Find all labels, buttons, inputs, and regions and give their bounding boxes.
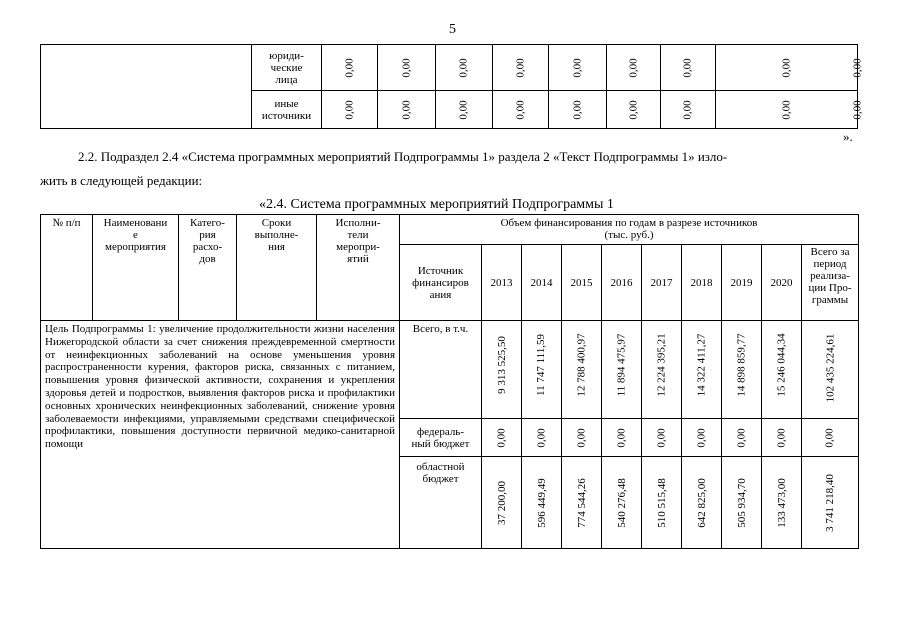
value-cell: 12 788 400,97 — [562, 321, 602, 419]
total-cell: 3 741 218,40 — [802, 457, 859, 549]
closing-quote: ». — [843, 129, 853, 144]
value-cell: 0,00 — [493, 45, 549, 91]
year-header: 2020 — [762, 245, 802, 321]
year-header: 2013 — [482, 245, 522, 321]
source-cell: Всего, в т.ч. — [400, 321, 482, 419]
col-source-header: Источник финансиров ания — [400, 245, 482, 321]
value-cell: 133 473,00 — [762, 457, 802, 549]
value-cell: 0,00 — [661, 45, 716, 91]
value-cell: 14 322 411,27 — [682, 321, 722, 419]
year-header: 2015 — [562, 245, 602, 321]
value-cell: 11 894 475,97 — [602, 321, 642, 419]
amendment-line-2: жить в следующей редакции: — [40, 173, 203, 188]
value-cell: 15 246 044,34 — [762, 321, 802, 419]
row-label: иные источники — [252, 91, 322, 129]
source-cell: областной бюджет — [400, 457, 482, 549]
row-label: юриди- ческие лица — [252, 45, 322, 91]
value-cell: 510 515,48 — [642, 457, 682, 549]
col-terms-header: Сроки выполне- ния — [237, 215, 317, 321]
source-cell: федераль- ный бюджет — [400, 419, 482, 457]
value-cell: 11 747 111,59 — [522, 321, 562, 419]
value-cell: 642 825,00 — [682, 457, 722, 549]
funding-header: Объем финансирования по годам в разрезе источников (тыс. руб.) — [400, 215, 859, 245]
page-number: 5 — [449, 22, 456, 37]
year-header: 2014 — [522, 245, 562, 321]
value-cell: 596 449,49 — [522, 457, 562, 549]
year-header: 2018 — [682, 245, 722, 321]
col-num-header: № п/п — [41, 215, 93, 321]
section-title: «2.4. Система программных мероприятий Подпрограммы 1 — [259, 197, 614, 212]
year-header: 2016 — [602, 245, 642, 321]
value-cell: 505 934,70 — [722, 457, 762, 549]
value-cell: 0,00 — [322, 45, 378, 91]
value-cell: 0,00 — [493, 91, 549, 129]
value-cell: 0,00 — [607, 91, 661, 129]
value-cell: 0,00 — [722, 419, 762, 457]
value-cell: 0,00 — [436, 91, 493, 129]
value-cell: 9 313 525,50 — [482, 321, 522, 419]
table-row: юриди- ческие лица 0,00 0,00 0,00 0,00 0,00 0,00 0,00 0,00 0,00 — [41, 45, 858, 91]
value-cell: 0,00 — [716, 45, 858, 91]
total-cell: 102 435 224,61 — [802, 321, 859, 419]
program-table — [40, 214, 859, 549]
value-cell: 0,00 — [762, 419, 802, 457]
value-cell: 0,00 — [607, 45, 661, 91]
value-cell: 0,00 — [436, 45, 493, 91]
value-cell: 774 544,26 — [562, 457, 602, 549]
empty-cell — [41, 45, 252, 129]
value-cell: 0,00 — [562, 419, 602, 457]
value-cell: 540 276,48 — [602, 457, 642, 549]
year-header: 2019 — [722, 245, 762, 321]
col-executors-header: Исполни- тели меропри- ятий — [317, 215, 400, 321]
value-cell: 0,00 — [602, 419, 642, 457]
value-cell: 12 224 395,21 — [642, 321, 682, 419]
col-category-header: Катего- рия расхо- дов — [179, 215, 237, 321]
table-row — [41, 321, 859, 419]
value-cell: 0,00 — [549, 91, 607, 129]
col-name-header: Наименовани е мероприятия — [93, 215, 179, 321]
amendment-line-1: 2.2. Подраздел 2.4 «Система программных мероприятий Подпрограммы 1» раздела 2 «Текст Подпрограммы 1» изло- — [78, 149, 728, 164]
table-row: иные источники 0,00 0,00 0,00 0,00 0,00 0,00 0,00 0,00 0,00 — [41, 91, 858, 129]
value-cell: 0,00 — [378, 91, 436, 129]
value-cell: 0,00 — [642, 419, 682, 457]
col-total-header: Всего за период реализа- ции Про- граммы — [802, 245, 859, 321]
value-cell: 0,00 — [716, 91, 858, 129]
value-cell: 0,00 — [549, 45, 607, 91]
goal-text: Цель Подпрограммы 1: увеличение продолжительности жизни населения Нижегородской области за счет снижения преждевременной смертности от неинфекционных заболеваний на основе уменьшения уровня распространенности курения, факторов риска, связанных с питанием, повышения уровня физической активности, сохранения и укрепления здоровья детей и подростков, выявления факторов риска и профилактики основных хронических неинфекционных заболеваний, снижение уровня заболеваемости инфекциями, управляемыми средствами специфической профилактики, повышения доступности первичной медико-санитарной помощи — [41, 321, 400, 549]
value-cell: 0,00 — [322, 91, 378, 129]
value-cell: 0,00 — [378, 45, 436, 91]
top-table — [40, 44, 864, 129]
value-cell: 0,00 — [682, 419, 722, 457]
value-cell: 0,00 — [482, 419, 522, 457]
value-cell: 14 898 859,77 — [722, 321, 762, 419]
header-row — [41, 215, 859, 245]
value-cell: 0,00 — [661, 91, 716, 129]
year-header: 2017 — [642, 245, 682, 321]
value-cell: 0,00 — [522, 419, 562, 457]
total-cell: 0,00 — [802, 419, 859, 457]
value-cell: 37 200,00 — [482, 457, 522, 549]
